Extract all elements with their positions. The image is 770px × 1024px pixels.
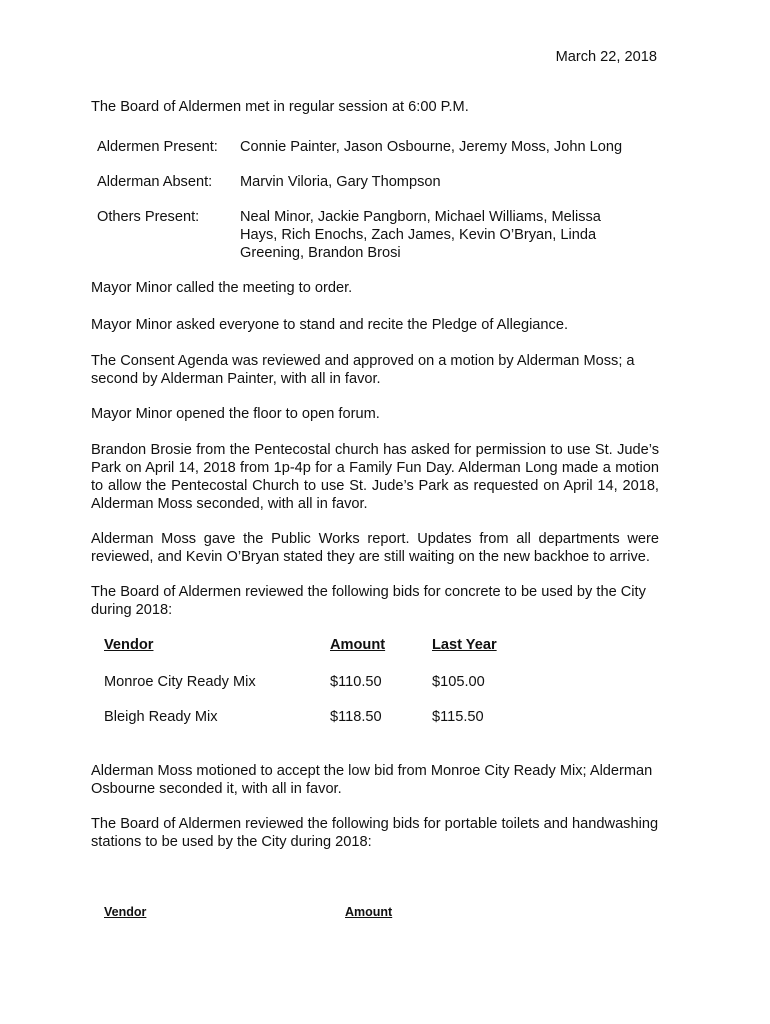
paragraph-pledge: Mayor Minor asked everyone to stand and recite the Pledge of Allegiance. (91, 317, 569, 333)
attendance-names (240, 208, 640, 262)
attendance-names (240, 173, 640, 191)
paragraph-toilet-bids: The Board of Aldermen reviewed the following bids for portable toilets and handwashing stations to be used by the City during 2018: (91, 816, 659, 850)
attendance-label: Aldermen Present: (97, 139, 218, 155)
table-cell-amount: $118.50 (330, 709, 382, 725)
attendance-line: Hays, Rich Enochs, Zach James, Kevin O’Bryan, Linda (240, 227, 597, 243)
attendance-label: Others Present: (97, 209, 200, 225)
last-year-header: Last Year (432, 637, 497, 653)
attendance-label: Alderman Absent: (97, 174, 213, 190)
paragraph-park-request: Brandon Brosie from the Pentecostal church has asked for permission to use St. Jude’s Park on April 14, 2018 from 1p-4p for a Family Fun Day. Alderman Long made a motion to allow the Pentecostal Church to use St. Jude’s Park as requested on April 14, 2018, Alderman Moss seconded, with all in favor. (91, 442, 659, 512)
paragraph-call-to-order: Mayor Minor called the meeting to order. (91, 280, 353, 296)
table-cell-last-year: $115.50 (432, 709, 484, 725)
intro-paragraph: The Board of Aldermen met in regular session at 6:00 P.M. (91, 99, 469, 115)
attendance-line: Connie Painter, Jason Osbourne, Jeremy Moss, John Long (240, 139, 623, 155)
table-cell-vendor: Monroe City Ready Mix (104, 674, 256, 690)
attendance-line: Neal Minor, Jackie Pangborn, Michael Williams, Melissa (240, 209, 601, 225)
attendance-names (240, 138, 640, 156)
vendor-header: Vendor (104, 637, 154, 653)
paragraph-open-forum: Mayor Minor opened the floor to open forum. (91, 406, 380, 422)
paragraph-consent-agenda: The Consent Agenda was reviewed and approved on a motion by Alderman Moss; a second by Alderman Painter, with all in favor. (91, 353, 635, 387)
attendance-line: Marvin Viloria, Gary Thompson (240, 174, 441, 190)
paragraph-concrete-bids: The Board of Aldermen reviewed the following bids for concrete to be used by the City during 2018: (91, 584, 646, 618)
table-cell-vendor: Bleigh Ready Mix (104, 709, 218, 725)
amount-header: Amount (330, 637, 386, 653)
table-cell-last-year: $105.00 (432, 674, 485, 690)
paragraph-concrete-motion: Alderman Moss motioned to accept the low bid from Monroe City Ready Mix; Alderman Osbourne seconded it, with all in favor. (91, 763, 653, 797)
vendor-header: Vendor (104, 905, 147, 919)
amount-header: Amount (345, 905, 393, 919)
meeting-date: March 22, 2018 (555, 49, 657, 65)
table-cell-amount: $110.50 (330, 674, 382, 690)
paragraph-public-works: Alderman Moss gave the Public Works report. Updates from all departments were reviewed, and Kevin O’Bryan stated they are still waiting on the new backhoe to arrive. (91, 531, 659, 565)
attendance-line: Greening, Brandon Brosi (240, 245, 401, 261)
